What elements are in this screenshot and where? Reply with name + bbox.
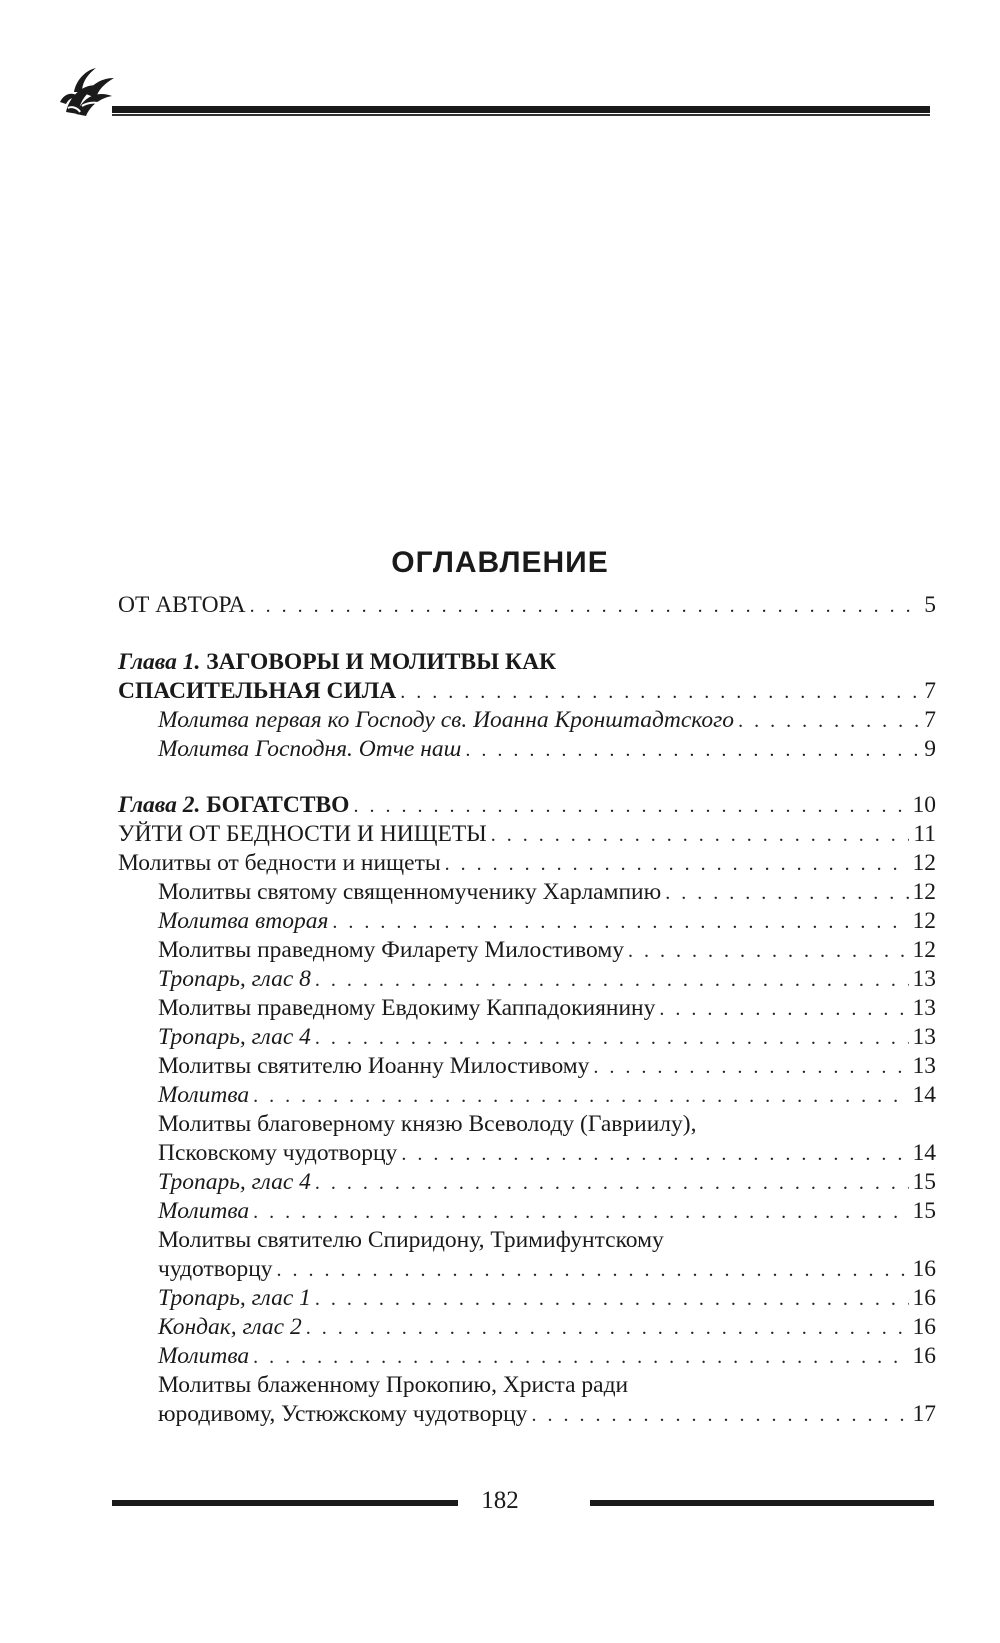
toc-page-number: 13 (912, 1053, 936, 1079)
toc-entry-label: Тропарь, глас 8 (158, 966, 311, 992)
toc-entry-label: Молитва Господня. Отче наш (158, 736, 462, 762)
toc-page-number: 12 (912, 879, 936, 905)
toc-page-number: 14 (912, 1082, 936, 1108)
toc-entry[interactable] (158, 705, 936, 735)
toc-page-number: 12 (912, 850, 936, 876)
dot-leader (315, 1168, 909, 1198)
toc-entry-chapter-2[interactable] (118, 790, 936, 820)
toc-entry-label: Тропарь, глас 4 (158, 1024, 311, 1050)
dot-leader (306, 1313, 909, 1343)
chapter-title-line1: ЗАГОВОРЫ И МОЛИТВЫ КАК (206, 649, 557, 675)
toc-entry-first-line: Молитвы блаженному Прокопию, Христа ради (158, 1372, 629, 1398)
dot-leader (445, 849, 909, 879)
toc-entry-label: Псковскому чудотворцу (158, 1140, 398, 1166)
dot-leader (491, 820, 910, 850)
toc-entry-first-line: Молитвы святителю Спиридону, Тримифунтскому (158, 1227, 664, 1253)
toc-page-number: 16 (912, 1314, 936, 1340)
flame-ornament-icon (56, 62, 118, 118)
toc-page-number: 12 (912, 937, 936, 963)
toc-entry[interactable] (158, 1196, 936, 1226)
toc-entry-subsection[interactable] (118, 848, 936, 878)
chapter-prefix: Глава 2. (118, 792, 201, 818)
dot-leader (465, 735, 920, 765)
toc-page-number: 14 (912, 1140, 936, 1166)
toc-entry-label: Тропарь, глас 1 (158, 1285, 311, 1311)
toc-entry[interactable] (158, 1312, 936, 1342)
toc-page-number: 16 (912, 1343, 936, 1369)
toc-entry[interactable] (158, 877, 936, 907)
dot-leader (659, 994, 908, 1024)
toc-entry[interactable] (158, 1167, 936, 1197)
dot-leader (628, 936, 909, 966)
dot-leader (315, 1284, 909, 1314)
toc-page-number: 12 (912, 908, 936, 934)
toc-entry-label: юродивому, Устюжскому чудотворцу (158, 1401, 528, 1427)
chapter-title-line2: СПАСИТЕЛЬНАЯ СИЛА (118, 678, 397, 704)
chapter-prefix: Глава 1. (118, 649, 201, 675)
toc-entry[interactable] (158, 1283, 936, 1313)
toc-page-number: 13 (912, 995, 936, 1021)
toc-page-number: 5 (924, 592, 936, 618)
dot-leader (593, 1052, 908, 1082)
toc-entry[interactable] (158, 1022, 936, 1052)
toc-entry-label: Молитвы праведному Филарету Милостивому (158, 937, 624, 963)
toc-entry-section[interactable] (118, 819, 936, 849)
dot-leader (277, 1255, 909, 1285)
toc-entry[interactable] (158, 734, 936, 764)
toc-page-number: 15 (912, 1198, 936, 1224)
toc-chapter-1-heading[interactable] (118, 647, 556, 677)
toc-page-number: 7 (924, 707, 936, 733)
toc-page-number: 16 (912, 1256, 936, 1282)
toc-page-number: 15 (912, 1169, 936, 1195)
toc-page-number: 17 (912, 1401, 936, 1427)
toc-entry-label: Молитва (158, 1343, 250, 1369)
toc-entry[interactable] (158, 1051, 936, 1081)
toc-entry[interactable] (158, 935, 936, 965)
toc-entry-label: УЙТИ ОТ БЕДНОСТИ И НИЩЕТЫ (118, 821, 487, 847)
toc-entry[interactable] (158, 906, 936, 936)
dot-leader (353, 791, 908, 821)
toc-entry-label: Молитвы святителю Иоанну Милостивому (158, 1053, 590, 1079)
toc-entry-label: Тропарь, глас 4 (158, 1169, 311, 1195)
toc-page-number: 13 (912, 966, 936, 992)
toc-entry-label: Молитва первая ко Господу св. Иоанна Кронштадтского (158, 707, 735, 733)
page-number: 182 (481, 1487, 519, 1514)
dot-leader (332, 907, 908, 937)
dot-leader (315, 1023, 909, 1053)
header-rule (112, 106, 930, 113)
toc-entry-label (118, 790, 349, 820)
toc-entry-label: чудотворцу (158, 1256, 273, 1282)
dot-leader (253, 1081, 908, 1111)
chapter-title: БОГАТСТВО (206, 792, 350, 818)
footer-rule-right (590, 1500, 934, 1506)
toc-page-number: 10 (912, 792, 936, 818)
dot-leader (250, 591, 921, 621)
toc-entry[interactable] (158, 1399, 936, 1429)
page-title: ОГЛАВЛЕНИЕ (391, 546, 609, 579)
toc-entry-label: Молитвы святому священномученику Харлампию (158, 879, 662, 905)
toc-entry[interactable] (158, 1254, 936, 1284)
dot-leader (531, 1400, 908, 1430)
toc-entry-label: Молитва (158, 1082, 250, 1108)
dot-leader (401, 1139, 908, 1169)
dot-leader (400, 677, 920, 707)
dot-leader (315, 965, 909, 995)
toc-page-number: 7 (924, 678, 936, 704)
toc-entry-label: Молитва (158, 1198, 250, 1224)
toc-page-number: 11 (913, 821, 936, 847)
toc-entry-label: Молитва вторая (158, 908, 329, 934)
toc-entry[interactable] (158, 1341, 936, 1371)
toc-entry-from-author[interactable] (118, 590, 936, 620)
toc-page-number: 9 (924, 736, 936, 762)
toc-page-number: 16 (912, 1285, 936, 1311)
toc-page-number: 13 (912, 1024, 936, 1050)
toc-entry[interactable] (158, 1080, 936, 1110)
toc-entry[interactable] (158, 1138, 936, 1168)
dot-leader (253, 1342, 908, 1372)
toc-entry-label: Молитвы от бедности и нищеты (118, 850, 441, 876)
toc-entry-label: Молитвы праведному Евдокиму Каппадокиянину (158, 995, 656, 1021)
toc-entry-chapter-1[interactable] (118, 676, 936, 706)
toc-entry-first-line: Молитвы благоверному князю Всеволоду (Гавриилу), (158, 1111, 697, 1137)
dot-leader (253, 1197, 908, 1227)
toc-entry-label: Кондак, глас 2 (158, 1314, 302, 1340)
toc-entry[interactable] (158, 993, 936, 1023)
toc-entry[interactable] (158, 964, 936, 994)
dot-leader (738, 706, 920, 736)
toc-entry-label: ОТ АВТОРА (118, 592, 246, 618)
dot-leader (665, 878, 908, 908)
